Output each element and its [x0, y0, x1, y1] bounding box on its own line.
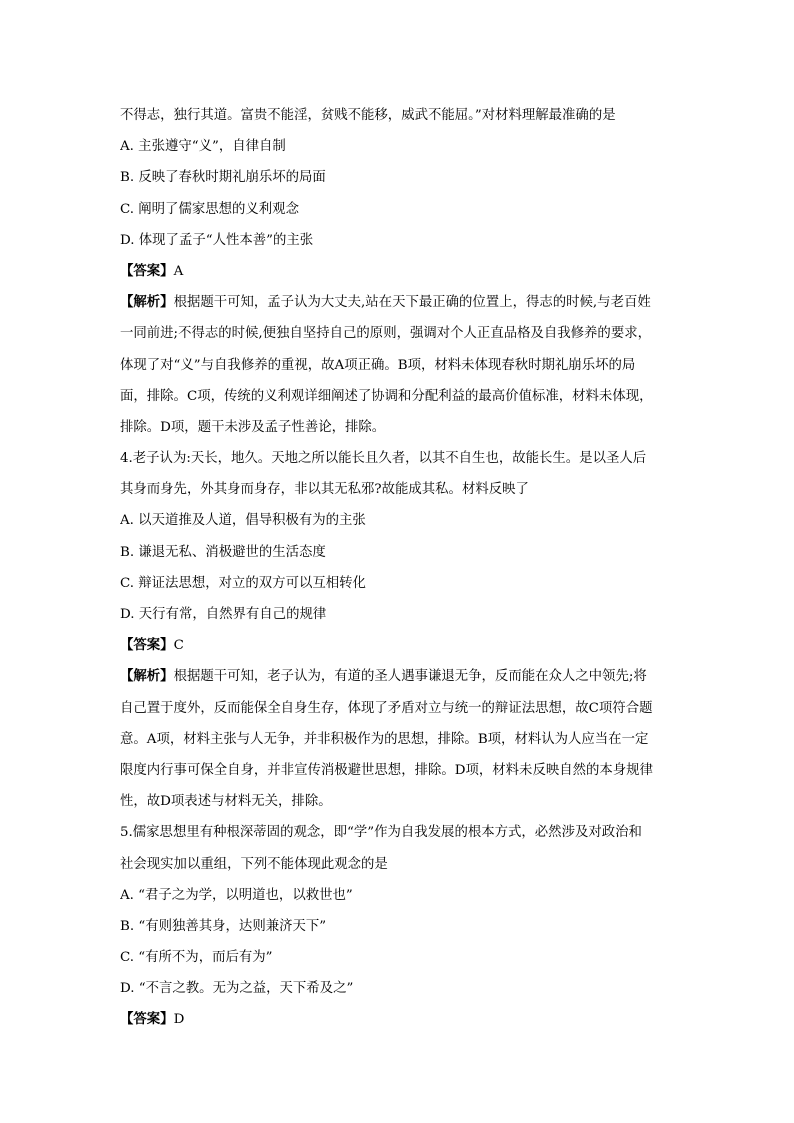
option-a: A. “君子之为学，以明道也，以救世也” [120, 887, 353, 903]
question-stem-line: 其身而身先，外其身而身存，非以其无私邪?故能成其私。材料反映了 [120, 482, 529, 498]
analysis-line: 【解析】根据题干可知，孟子认为大丈夫,站在天下最正确的位置上，得志的时候,与老百姓 [120, 294, 651, 311]
answer-label: 【答案】 [120, 262, 174, 279]
answer-line [120, 630, 680, 661]
option-d: D. 体现了孟子“人性本善”的主张 [120, 232, 314, 248]
answer-value: A [173, 263, 184, 279]
option-d: D. “不言之教。无为之益，天下希及之” [120, 981, 354, 997]
question-stem-line: 4.老子认为:天长，地久。天地之所以能长且久者，以其不自生也，故能长生。是以圣人后 [120, 451, 647, 467]
analysis-line: 意。A项，材料主张与人无争，并非积极作为的思想，排除。B项，材料认为人应当在一定 [120, 731, 649, 747]
analysis-line: 排除。D项，题干未涉及孟子性善论，排除。 [120, 419, 386, 435]
question-stem-line: 5.儒家思想里有种根深蒂固的观念，即“学”作为自我发展的根本方式，必然涉及对政治和 [120, 825, 642, 841]
answer-label: 【答案】 [120, 637, 174, 654]
analysis-line: 面，排除。C项，传统的义利观详细阐述了协调和分配利益的最高价值标准，材料未体现， [120, 388, 653, 404]
option-c: C. “有所不为，而后有为” [120, 950, 273, 966]
option-b: B. 反映了春秋时期礼崩乐坏的局面 [120, 170, 326, 186]
answer-value: D [173, 1012, 185, 1028]
analysis-line: 一同前进;不得志的时候,便独自坚持自己的原则，强调对个人正直品格及自我修养的要求， [120, 326, 651, 342]
analysis-label: 【解析】 [120, 294, 174, 311]
answer-line [120, 1004, 680, 1035]
analysis-line: 性，故D项表述与材料无关，排除。 [120, 794, 332, 810]
document-body [120, 100, 680, 1036]
analysis-line: 自己置于度外，反而能保全自身生存，体现了矛盾对立与统一的辩证法思想，故C项符合题 [120, 700, 653, 716]
option-d: D. 天行有常，自然界有自己的规律 [120, 607, 327, 622]
question-stem-line: 不得志，独行其道。富贵不能淫，贫贱不能移，威武不能屈。”对材料理解最准确的是 [120, 108, 616, 123]
analysis-line: 限度内行事可保全自身，并非宣传消极避世思想，排除。D项，材料未反映自然的本身规律 [120, 762, 653, 778]
analysis-line: 【解析】根据题干可知，老子认为，有道的圣人遇事谦退无争，反而能在众人之中领先;将 [120, 668, 647, 685]
answer-label: 【答案】 [120, 1011, 174, 1028]
option-b: B. “有则独善其身，达则兼济天下” [120, 918, 327, 934]
option-a: A. 以天道推及人道，倡导积极有为的主张 [120, 513, 366, 529]
option-c: C. 辩证法思想，对立的双方可以互相转化 [120, 575, 366, 591]
answer-value: C [173, 638, 184, 654]
question-stem-line: 社会现实加以重组，下列不能体现此观念的是 [120, 856, 388, 872]
option-c: C. 阐明了儒家思想的义利观念 [120, 201, 299, 217]
option-b: B. 谦退无私、消极避世的生活态度 [120, 544, 326, 560]
answer-line [120, 256, 680, 287]
analysis-label: 【解析】 [120, 668, 174, 685]
option-a: A. 主张遵守“义”，自律自制 [120, 139, 286, 155]
analysis-line: 体现了对“义”与自我修养的重视，故A项正确。B项，材料未体现春秋时期礼崩乐坏的局 [120, 357, 636, 373]
